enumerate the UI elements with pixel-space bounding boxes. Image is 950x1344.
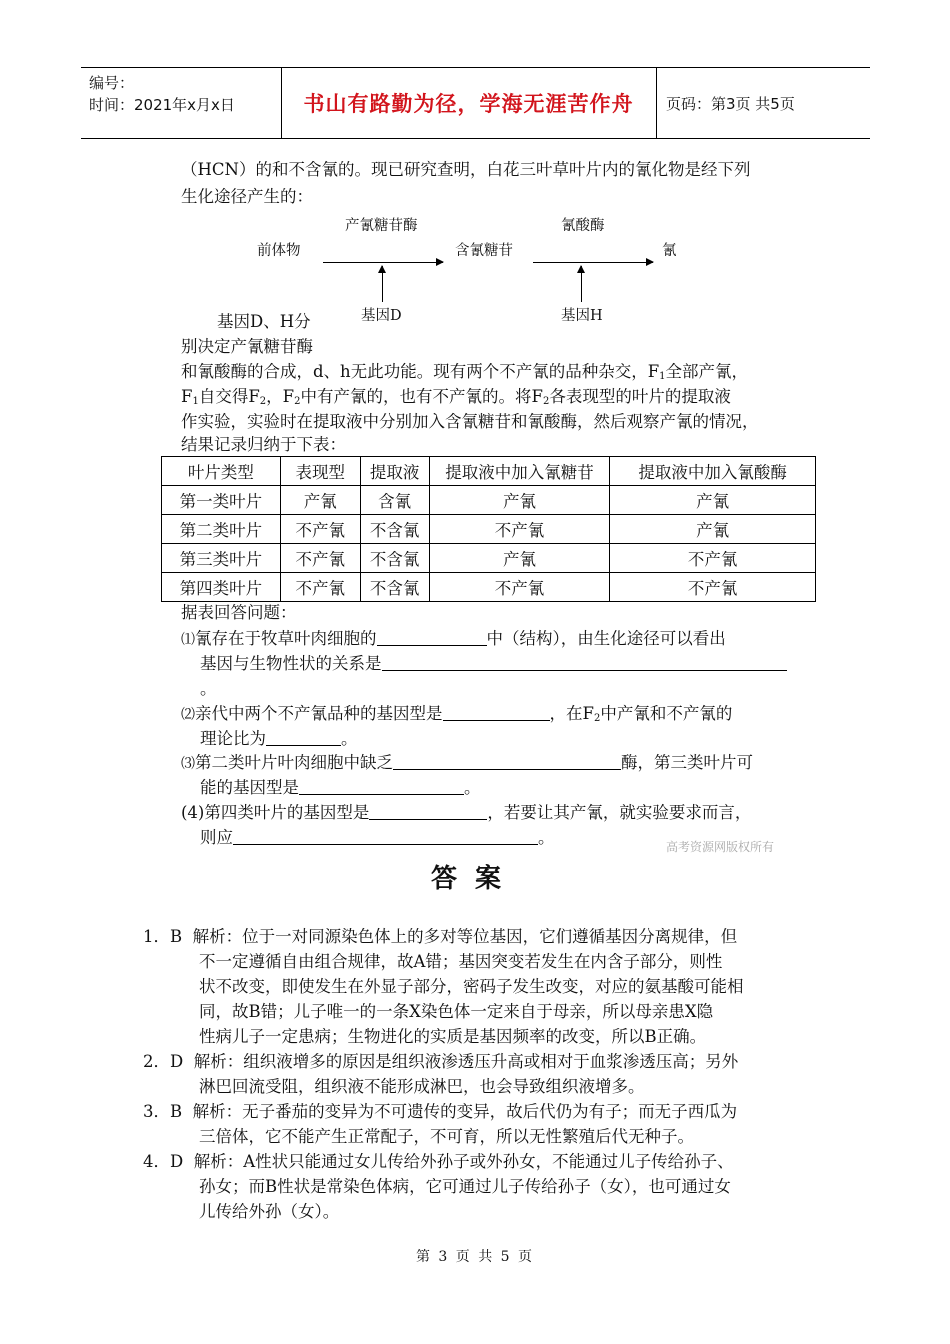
arrow-right-icon [533, 262, 653, 263]
subscript: 1 [659, 371, 666, 382]
gene-h-label: 基因H [561, 308, 603, 324]
body-line-6: 结果记录归纳于下表： [181, 435, 346, 454]
answer-text: 解析：位于一对同源染色体上的多对等位基因，它们遵循基因分离规律，但 [192, 927, 738, 946]
answer-text: 儿传给外孙（女）。 [199, 1202, 340, 1221]
table-cell: 产氰 [610, 486, 816, 515]
answer-text: 同，故B错；儿子唯一的一条X染色体一定来自于母亲，所以母亲患X隐 [199, 1002, 714, 1021]
table-cell: 第三类叶片 [162, 544, 281, 573]
question-text: 能的基因型是 [200, 778, 299, 797]
answer-text: 性病儿子一定患病；生物进化的实质是基因频率的改变，所以B正确。 [199, 1027, 707, 1046]
table-row [162, 515, 816, 544]
table-header-row [162, 457, 816, 486]
body-line-3-text: 和氰酸酶的合成，d、h无此功能。现有两个不产氰的品种杂交， [181, 362, 648, 381]
subscript: 1 [192, 396, 199, 407]
subscript: 2 [542, 396, 550, 407]
answer-text: 解析：A性状只能通过女儿传给外孙子或外孙女，不能通过儿子传给孙子、 [193, 1152, 734, 1171]
question-text: 基因与生物性状的关系是 [200, 654, 382, 673]
table-cell: 不产氰 [280, 515, 360, 544]
question-text: 。 [538, 828, 555, 847]
table-header-cell: 提取液 [360, 457, 429, 486]
answer-line [143, 925, 737, 949]
question-1 [181, 627, 726, 652]
body-line-3-end: 全部产氰， [665, 362, 749, 381]
body-line-5: 作实验，实验时在提取液中分别加入含氰糖苷和氰酸酶，然后观察产氰的情况， [181, 412, 759, 431]
question-text: 。 [341, 729, 358, 748]
body-line-4-text: 各表现型的叶片的提取液 [549, 387, 731, 406]
body-line-4-text: 自交得F [198, 387, 260, 406]
intermediate-label: 含氰糖苷 [455, 243, 513, 259]
answer-number: 3．B [143, 1102, 183, 1121]
question-4-cont [200, 826, 555, 850]
table-cell: 产氰 [429, 486, 610, 515]
question-1-end: 。 [200, 679, 217, 698]
question-number: ⑴ [181, 632, 195, 648]
question-text: 则应 [200, 828, 233, 847]
table-cell: 不产氰 [280, 544, 360, 573]
answer-blank[interactable] [233, 826, 538, 845]
answer-text: 解析：无子番茄的变异为不可遗传的变异，故后代仍为有子；而无子西瓜为 [192, 1102, 738, 1121]
body-line-4-text: 中有产氰的，也有不产氰的。将F [300, 387, 543, 406]
answer-blank[interactable] [299, 776, 464, 795]
answer-number: 2．D [143, 1052, 184, 1071]
subscript: 2 [259, 396, 267, 407]
answer-text: 不一定遵循自由组合规律，故A错；基因突变若发生在内含子部分，则性 [199, 952, 723, 971]
questions-intro: 据表回答问题： [181, 603, 297, 622]
question-text: 理论比为 [200, 729, 266, 748]
page-footer: 第 3 页 共 5 页 [415, 1249, 535, 1265]
answer-number: 1．B [143, 927, 183, 946]
table-cell: 第一类叶片 [162, 486, 281, 515]
answer-blank[interactable] [443, 702, 550, 721]
header-time: 时间：2021年x月x日 [89, 96, 235, 114]
question-text: 酶，第三类叶片可 [621, 753, 753, 772]
table-row [162, 573, 816, 602]
table-cell: 含氰 [360, 486, 429, 515]
leaf-result-table [161, 456, 816, 602]
table-header-cell: 提取液中加入氰糖苷 [429, 457, 610, 486]
header-number: 编号： [89, 74, 135, 92]
intro-line-1: （HCN）的和不含氰的。现已研究查明，白花三叶草叶片内的氰化物是经下列 [181, 160, 751, 179]
table-row [162, 486, 816, 515]
question-text: 中（结构），由生化途径可以看出 [486, 629, 726, 648]
question-text: ，若要让其产氰，就实验要求而言， [487, 803, 752, 822]
product-label: 氰 [662, 243, 677, 259]
enzyme-1-label: 产氰糖苷酶 [345, 218, 418, 234]
answer-blank[interactable] [377, 627, 487, 646]
arrow-right-icon [323, 262, 443, 263]
arrow-up-icon [382, 266, 383, 302]
question-text: 氰存在于牧草叶肉细胞的 [195, 629, 377, 648]
table-row [162, 544, 816, 573]
header-page-number: 页码：第3页 共5页 [666, 94, 795, 113]
watermark: 高考资源网版权所有 [666, 840, 775, 854]
table-header-cell: 叶片类型 [162, 457, 281, 486]
precursor-label: 前体物 [257, 243, 301, 259]
table-cell: 产氰 [429, 544, 610, 573]
answer-blank[interactable] [393, 751, 621, 770]
question-text: ，在F [549, 704, 594, 723]
question-number: ⑵ [181, 707, 195, 723]
table-cell: 不产氰 [429, 573, 610, 602]
answer-text: 解析：组织液增多的原因是组织液渗透压升高或相对于血浆渗透压高；另外 [193, 1052, 739, 1071]
question-2-cont [200, 727, 358, 751]
header-meta [89, 72, 235, 116]
header-divider [656, 68, 657, 138]
question-number: (4) [181, 803, 205, 822]
answer-blank[interactable] [382, 652, 787, 671]
table-cell: 不含氰 [360, 544, 429, 573]
f1-symbol: F [647, 362, 660, 381]
answer-line [143, 1100, 737, 1124]
table-cell: 不产氰 [610, 544, 816, 573]
question-text: 。 [464, 778, 481, 797]
body-line-4-text: ，F [266, 387, 295, 406]
question-number: ⑶ [181, 756, 195, 772]
table-cell: 产氰 [280, 486, 360, 515]
answer-text: 三倍体，它不能产生正常配子，不可育，所以无性繁殖后代无种子。 [199, 1127, 694, 1146]
table-cell: 第四类叶片 [162, 573, 281, 602]
question-4 [181, 801, 751, 825]
question-text: 第四类叶片的基因型是 [204, 803, 370, 822]
answer-blank[interactable] [266, 727, 341, 746]
subscript: 2 [593, 713, 601, 724]
header-motto: 书山有路勤为径，学海无涯苦作舟 [303, 92, 634, 116]
intro-line-2: 生化途径产生的： [181, 187, 313, 206]
body-line-1: 基因D、H分 [217, 312, 311, 331]
f1-symbol: F [181, 387, 193, 406]
table-cell: 不含氰 [360, 515, 429, 544]
answer-blank[interactable] [369, 801, 487, 820]
answer-text: 状不改变，即使发生在外显子部分，密码子发生改变，对应的氨基酸可能相 [199, 977, 744, 996]
answer-line [143, 1150, 734, 1174]
answer-number: 4．D [143, 1152, 184, 1171]
table-header-cell: 表现型 [280, 457, 360, 486]
table-cell: 不含氰 [360, 573, 429, 602]
question-1-cont [200, 652, 787, 676]
answer-text: 孙女；而B性状是常染色体病，它可通过儿子传给孙子（女），也可通过女 [199, 1177, 731, 1196]
table-cell: 不产氰 [280, 573, 360, 602]
answer-title: 答案 [430, 864, 519, 894]
gene-d-label: 基因D [361, 308, 402, 324]
answer-line [143, 1050, 738, 1074]
question-3-cont [200, 776, 481, 800]
body-line-2: 别决定产氰糖苷酶 [181, 337, 313, 356]
question-text: 亲代中两个不产氰品种的基因型是 [195, 704, 443, 723]
question-text: 第二类叶片叶肉细胞中缺乏 [195, 753, 393, 772]
table-header-cell: 提取液中加入氰酸酶 [610, 457, 816, 486]
question-3 [181, 751, 753, 776]
enzyme-2-label: 氰酸酶 [561, 218, 605, 234]
question-text: 中产氰和不产氰的 [600, 704, 733, 723]
arrow-up-icon [581, 266, 582, 302]
subscript: 2 [294, 396, 301, 407]
page-header [81, 67, 870, 139]
table-cell: 不产氰 [610, 573, 816, 602]
table-cell: 不产氰 [429, 515, 610, 544]
table-cell: 产氰 [610, 515, 816, 544]
answer-text: 淋巴回流受阻，组织液不能形成淋巴，也会导致组织液增多。 [199, 1077, 645, 1096]
table-cell: 第二类叶片 [162, 515, 281, 544]
